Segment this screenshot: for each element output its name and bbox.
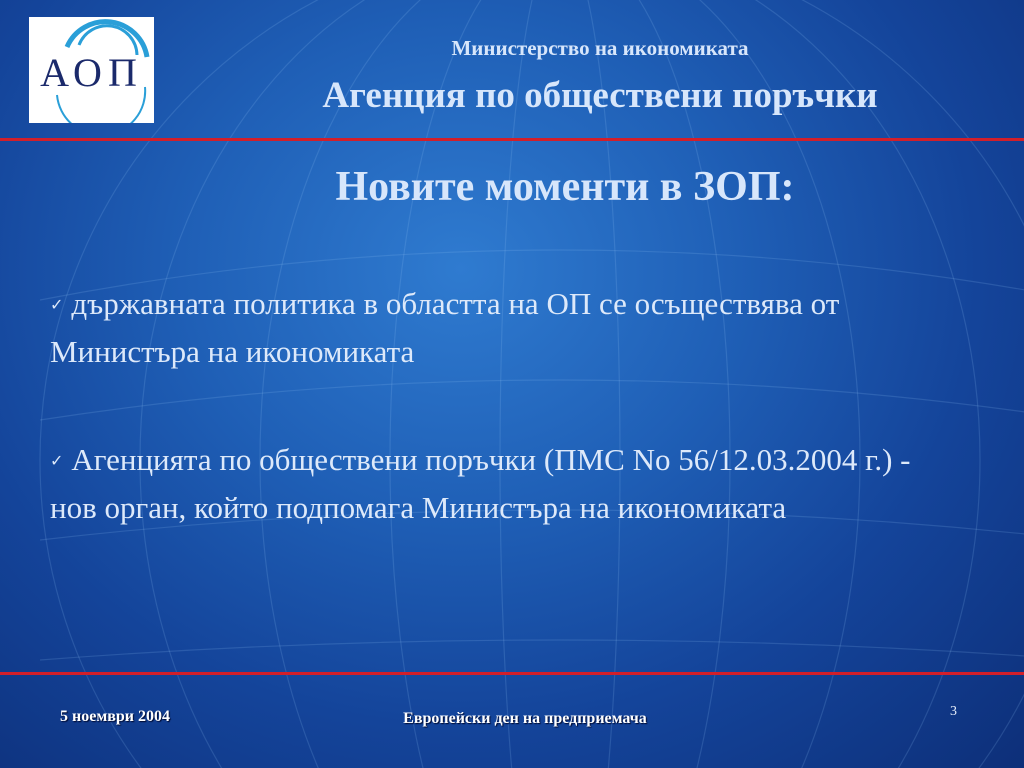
bullet-text: Агенцията по обществени поръчки (ПМС No 56/12.03.2004 г.) - нов орган, който подпомага Министъра на икономиката xyxy=(50,442,911,525)
agency-name: Агенция по обществени поръчки xyxy=(322,75,878,116)
checkmark-icon: ✓ xyxy=(50,451,64,470)
ministry-name: Министерство на икономиката xyxy=(451,36,749,60)
bullet-item xyxy=(50,436,950,531)
footer-divider xyxy=(0,672,1024,675)
bullet-list xyxy=(50,280,950,531)
bullet-text: държавната политика в областта на ОП се осъществява от Министъра на икономиката xyxy=(50,286,840,369)
slide-number: 3 xyxy=(950,704,957,719)
slide-title: Новите моменти в ЗОП: xyxy=(335,164,795,210)
checkmark-icon: ✓ xyxy=(50,295,64,314)
bullet-item xyxy=(50,280,950,375)
footer-date: 5 ноември 2004 xyxy=(60,708,170,725)
header-divider xyxy=(0,138,1024,141)
footer-event-name: Европейски ден на предприемача xyxy=(403,710,647,727)
logo-letters: АОП xyxy=(40,50,143,95)
aop-logo xyxy=(29,17,154,123)
